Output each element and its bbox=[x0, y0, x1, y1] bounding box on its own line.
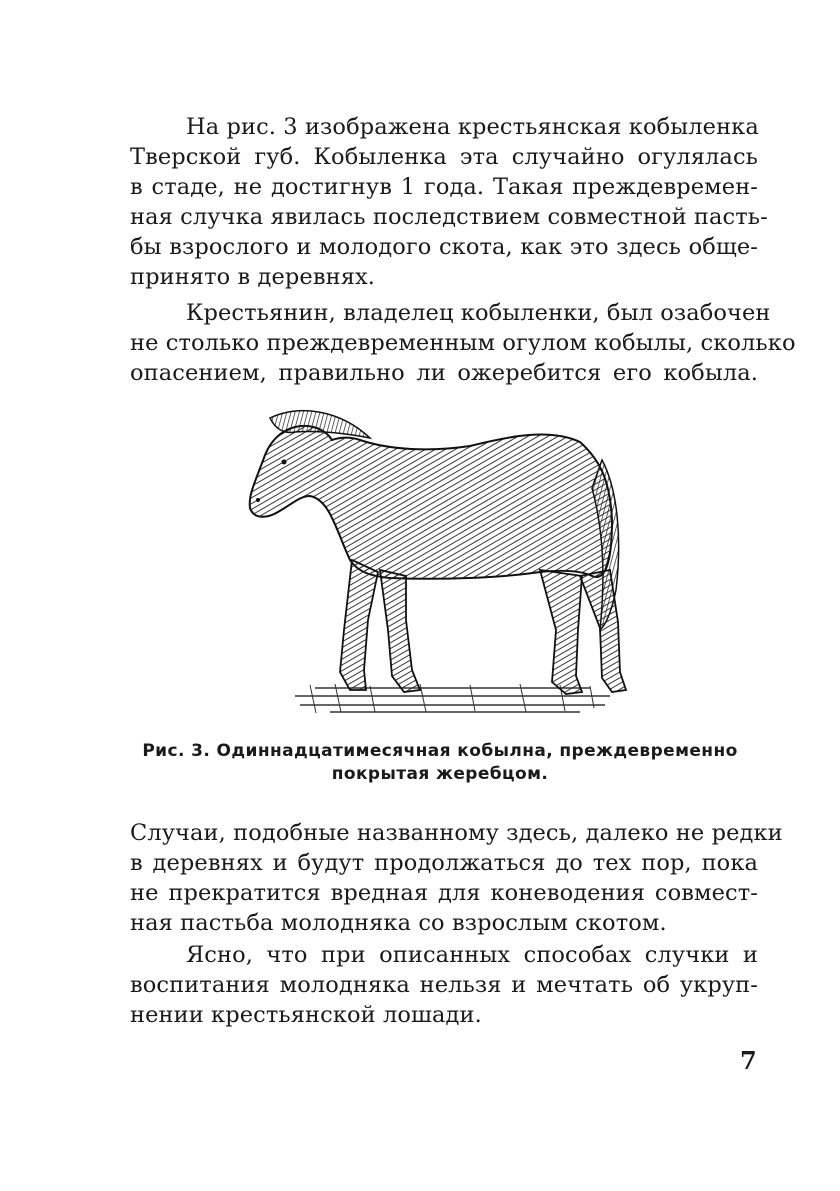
text-line: Ясно, что при описанных способах случки и bbox=[186, 942, 758, 968]
text-line: На рис. 3 изображена крестьянская кобыленка bbox=[186, 114, 759, 140]
paragraph-3 bbox=[130, 818, 783, 938]
text-line: нении крестьянской лошади. bbox=[130, 1002, 482, 1028]
page-number: 7 bbox=[740, 1046, 757, 1075]
text-line: в стаде, не достигнув 1 года. Такая преждевремен- bbox=[130, 174, 758, 200]
text-line: не столько преждевременным огулом кобылы, сколько bbox=[130, 330, 796, 356]
paragraph-1 bbox=[130, 112, 768, 292]
text-line: ная пастьба молодняка со взрослым скотом. bbox=[130, 910, 667, 936]
caption-line: покрытая жеребцом. bbox=[331, 764, 549, 784]
text-line: принято в деревнях. bbox=[130, 264, 376, 290]
text-line: бы взрослого и молодого скота, как это здесь обще- bbox=[130, 234, 758, 260]
text-line: Случаи, подобные названному здесь, далеко не редки bbox=[130, 820, 783, 846]
horse-illustration bbox=[240, 400, 640, 720]
text-line: опасением, правильно ли ожеребится его кобыла. bbox=[130, 360, 758, 386]
text-line: воспитания молодняка нельзя и мечтать об укруп- bbox=[130, 972, 758, 998]
paragraph-2 bbox=[130, 298, 796, 388]
text-line: ная случка явилась последствием совместной пасть- bbox=[130, 204, 768, 230]
caption-line: Рис. 3. Одиннадцатимесячная кобылна, преждевременно bbox=[142, 741, 738, 761]
text-line: в деревнях и будут продолжаться до тех пор, пока bbox=[130, 850, 758, 876]
text-line: не прекратится вредная для коневодения совмест- bbox=[130, 880, 758, 906]
text-line: Тверской губ. Кобыленка эта случайно огулялась bbox=[130, 144, 758, 170]
paragraph-4 bbox=[130, 940, 758, 1030]
text-line: Крестьянин, владелец кобыленки, был озабочен bbox=[186, 300, 771, 326]
figure-caption bbox=[120, 740, 760, 786]
